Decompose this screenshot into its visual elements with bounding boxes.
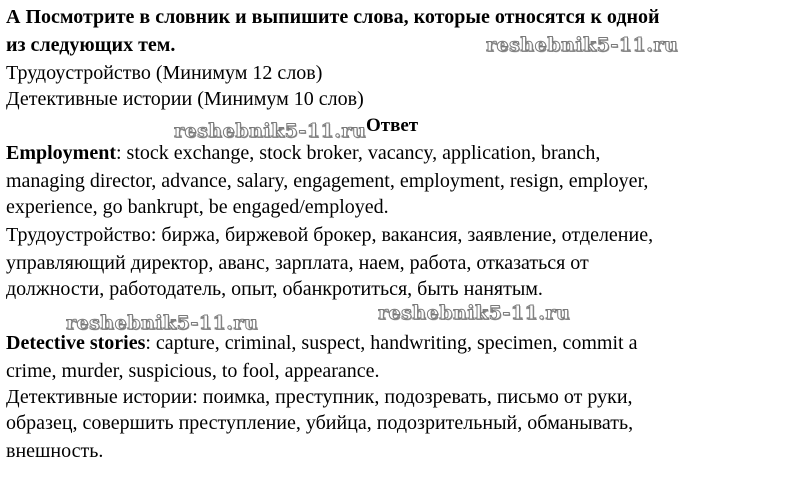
topic-detective: Детективные истории (Минимум 10 слов) — [6, 88, 364, 110]
employment-line-1 — [6, 140, 600, 166]
watermark-4: reshebnik5-11.ru — [378, 302, 571, 324]
employment-label: Employment — [6, 142, 116, 164]
task-title-line-2: из следующих тем. — [6, 34, 176, 56]
watermark-1: reshebnik5-11.ru — [486, 34, 679, 56]
task-title-line-1: А Посмотрите в словник и выпишите слова, которые относятся к одной — [6, 6, 660, 28]
detective-text-1: : capture, criminal, suspect, handwriting, specimen, commit a — [145, 332, 638, 354]
employment-text-1: : stock exchange, stock broker, vacancy, application, branch, — [116, 142, 601, 164]
detective-line-2: crime, murder, suspicious, to fool, appearance. — [6, 360, 380, 382]
detective-label: Detective stories — [6, 332, 146, 354]
watermark-3: reshebnik5-11.ru — [66, 312, 259, 334]
employment-line-3: experience, go bankrupt, be engaged/employed. — [6, 196, 389, 218]
topic-employment: Трудоустройство (Минимум 12 слов) — [6, 62, 323, 84]
answer-heading: Ответ — [366, 115, 419, 136]
watermark-2: reshebnik5-11.ru — [174, 120, 367, 142]
detective-ru-line-1: Детективные истории: поимка, преступник, подозревать, письмо от руки, — [6, 386, 633, 408]
employment-line-2: managing director, advance, salary, engagement, employment, resign, employer, — [6, 170, 649, 192]
detective-ru-line-2: образец, совершить преступление, убийца, подозрительный, обманывать, — [6, 412, 634, 434]
employment-ru-line-2: управляющий директор, аванс, зарплата, наем, работа, отказаться от — [6, 252, 589, 274]
employment-ru-line-3: должности, работодатель, опыт, обанкротиться, быть нанятым. — [6, 278, 543, 300]
employment-ru-line-1: Трудоустройство: биржа, биржевой брокер, вакансия, заявление, отделение, — [6, 224, 654, 246]
detective-ru-line-3: внешность. — [6, 440, 104, 462]
